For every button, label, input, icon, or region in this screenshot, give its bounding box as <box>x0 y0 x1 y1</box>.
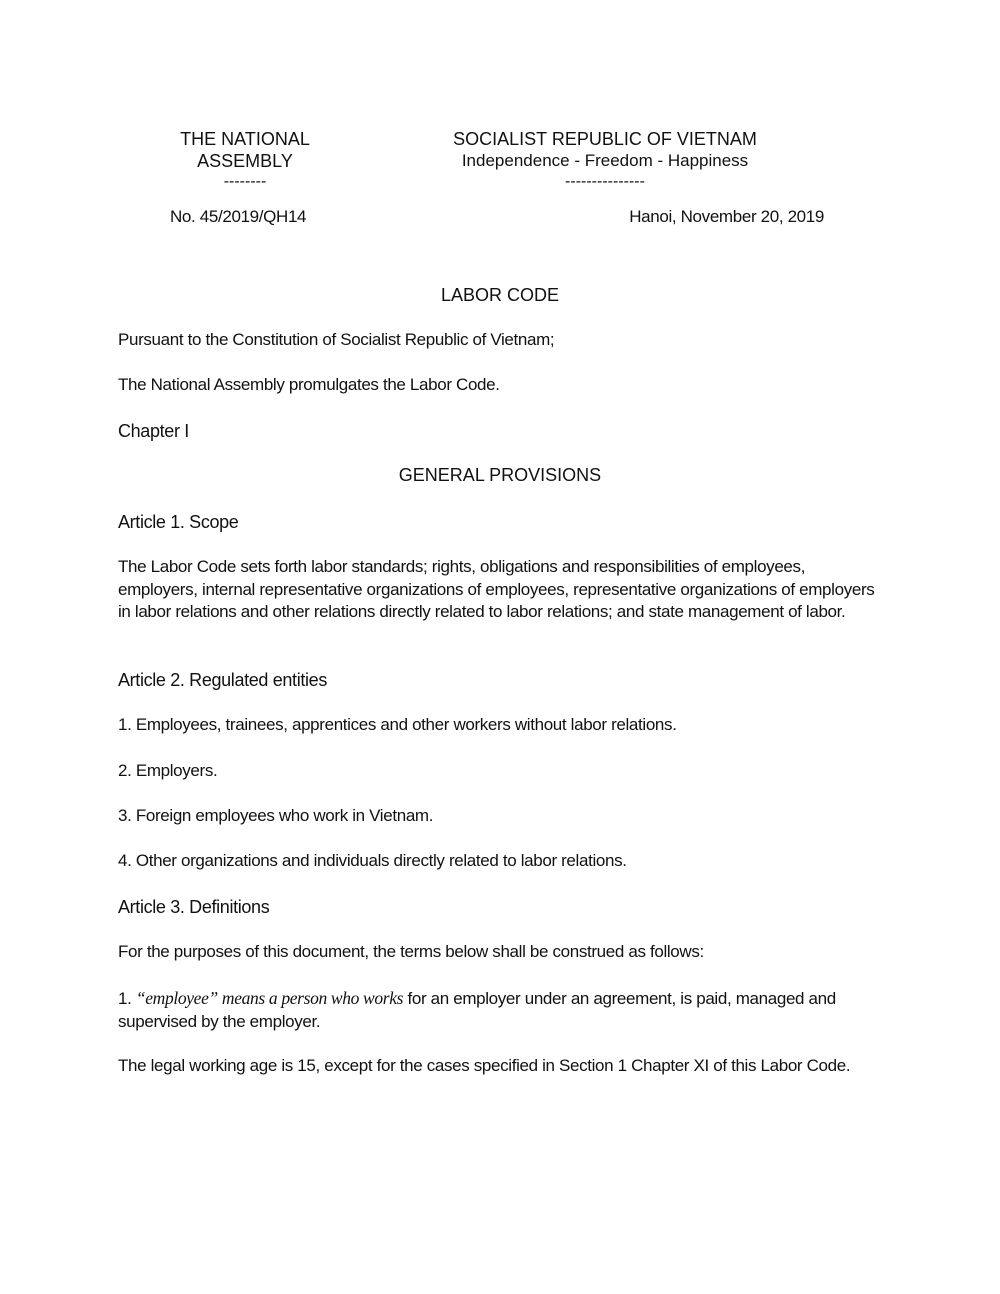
document-title: LABOR CODE <box>440 285 560 305</box>
preamble-constitution: Pursuant to the Constitution of Socialist Republic of Vietnam; <box>118 330 555 349</box>
article-2-item-1: 1. Employees, trainees, apprentices and other workers without labor relations. <box>118 715 677 734</box>
article-3-intro: For the purposes of this document, the terms below shall be construed as follows: <box>118 942 704 961</box>
article-1-heading: Article 1. Scope <box>118 512 239 532</box>
issuer-divider: -------- <box>223 173 267 190</box>
national-motto: Independence - Freedom - Happiness <box>461 151 749 170</box>
preamble-promulgation: The National Assembly promulgates the Labor Code. <box>118 375 500 394</box>
issuer-line-1: THE NATIONAL <box>180 129 310 149</box>
article-2-item-4: 4. Other organizations and individuals directly related to labor relations. <box>118 851 627 870</box>
article-2-item-2: 2. Employers. <box>118 761 218 780</box>
definition-number: 1. <box>118 989 136 1008</box>
definition-term: “employee” means a person who works <box>135 988 404 1008</box>
country-block <box>395 128 815 192</box>
article-1-body: The Labor Code sets forth labor standards; rights, obligations and responsibilities of employees, employers, internal representative organizations of employees, representative organizations of employers in labor relations and other relations directly related to labor relations; and state management of labor. <box>118 557 875 621</box>
article-3-note: The legal working age is 15, except for the cases specified in Section 1 Chapter XI of this Labor Code. <box>118 1056 851 1075</box>
article-3-heading: Article 3. Definitions <box>118 897 270 917</box>
country-name: SOCIALIST REPUBLIC OF VIETNAM <box>453 129 757 149</box>
article-2-heading: Article 2. Regulated entities <box>118 670 327 690</box>
issuer-line-2: ASSEMBLY <box>197 151 293 171</box>
article-3-definition-1 <box>118 987 838 1033</box>
document-number: No. 45/2019/QH14 <box>170 207 307 226</box>
chapter-label: Chapter I <box>118 421 189 441</box>
issuer-block <box>150 128 340 192</box>
chapter-name: GENERAL PROVISIONS <box>398 465 602 485</box>
country-divider: --------------- <box>565 173 645 190</box>
definition-text: for an employer under an agreement, is paid, managed and supervised by the employer. <box>118 989 836 1031</box>
place-and-date: Hanoi, November 20, 2019 <box>629 207 824 226</box>
article-2-item-3: 3. Foreign employees who work in Vietnam. <box>118 806 434 825</box>
